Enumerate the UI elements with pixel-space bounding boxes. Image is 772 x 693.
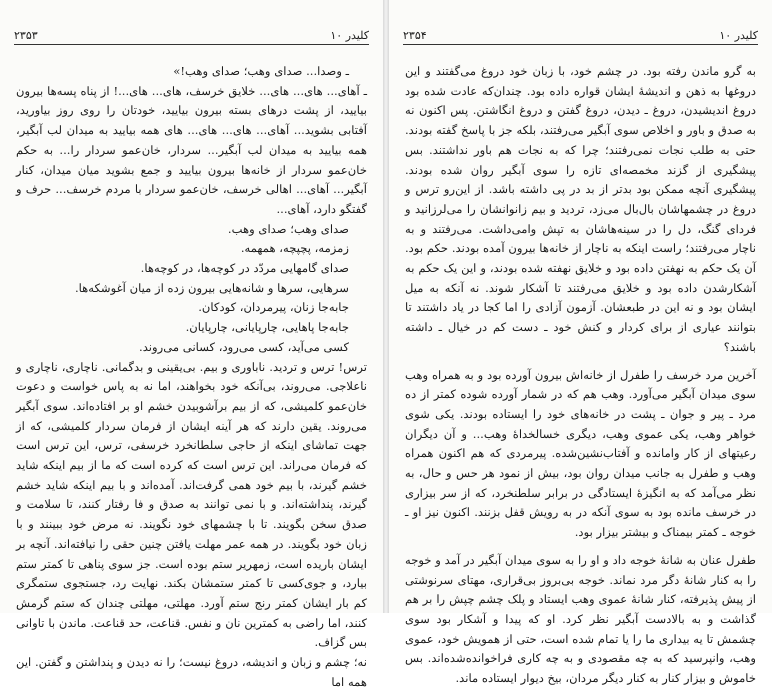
paragraph: ـ وصدا... صدای وهب؛ صدای وهب!» — [173, 64, 349, 78]
right-page-number: ۲۳۵۴ — [403, 29, 427, 42]
right-page-running-title: کلیدر ۱۰ — [719, 29, 758, 42]
paragraph: ترس! ترس و تردید. ناباوری و بیم. بی‌یقینی و بدگمانی. ناچاری، ناچاری و ناعلاجی. می‌روند، بی‌آنکه خود بخواهند، اما نه به پاس خواست و دعوت خان‌عمو کلمیشی، که از بیم برآشوبیدن خشم او بر افتاده‌اند. سوی آبگیر می‌روند. یقین دارند که هر آینه ایشان از فرمان سردار کلمیشی، که از جهت تماشای اینکه از حاجی سلطانخرد خرسفی، ترس، این ترس است که فرمان می‌راند. این ترس است که کرده است که ما از بیم اینکه شاید خشم گیرند، با بیم خود همی گرفت‌اند. آمده‌اند و با بیم اینکه شاید خشم گیرند، پنداشته‌اند. و با نمی توانند به صدق و فا رفتار کنند، تا سلامت و صدق سخن بگویند. تا با چشمهای خود نگویند. نه مرض خود ببینند و با زبان خود بگویند. در همه عمر مهلت یافتن چنین حقی را نیافته‌اند. آنچه بر ایشان باریده است، زمهریر ستم بوده است. جز سوی پناهی تا کمتر ستم بیارد، و جوی‌کسی تا کمتر ستمشان بکند. نهایت رد، جستجوی ستمگری کم بار ایشان کمتر رنج ستم آورد. مهلتی، مهلتی چندان که ستم گرمش کنند، اما راضی به کمترین نان و نفس. قناعت، حد قناعت. ماندن با تاوانی بس گزاف. — [16, 359, 367, 650]
paragraph: زمزمه، پچپچه، همهمه. — [240, 241, 349, 256]
paragraph: نه؛ چشم و زبان و اندیشه، دروغ نیست؛ را نه دیدن و پنداشتن و گفتن. این همه اما — [16, 655, 367, 689]
paragraph: ـ آهای... های... های... خلایق خرسف، های... های...! از پناه پسه‌ها بیرون بیایید، از پشت درهای بسته بیرون بیایید، خودتان را روی روز بیاورید، آفتابی بشوید... آهای... های... های... های همه بیایید به میدان لب آبگیر، همه بیایید به میدان لب آبگیر... سردار، خان‌عمو سردار را... به حکم خان‌عمو سردار از خانه‌ها بیرون بیایید و جمع بشوید میان میدان، کنار آبگیر... آهای... اهالی خرسف، خان‌عمو سردار با مردم خرسف... حرف و گفتگو دارد، آهای... — [16, 83, 367, 216]
paragraph: صدای وهب؛ صدای وهب. — [227, 221, 349, 236]
paragraph: طفرل عنان به شانهٔ خوجه داد و او را به سوی میدان آبگیر در آمد و خوجه را به کنار شانهٔ دگر مرد نماند. خوجه بی‌بروز بی‌قراری، مهتای سرنوشتی از پیش پذیرفته، کنار شانهٔ عموی وهب ایستاد و پلک چشم چپش را بر هم گذاشت و به بالادست آبگیر نظر کرد. او که پیدا و آشکار بود سوی چشمش تا یه بیداری ما را یا تمام شده است، حتی از همویش خود، عموی وهب، وانپرسید که به چه مقصودی و به چه کاری فراخوانده‌شده‌اند. بس خاموش و بیزار کنار به کنار دیگر مردان، بیخ دیوار ایستاده ماند. — [405, 552, 756, 686]
paragraph: جابه‌جا پاهایی، چارپایانی، چارپایان. — [185, 320, 349, 335]
paragraph: سرهایی، سرها و شانه‌هایی بیرون زده از میان آغوشکه‌ها. — [74, 280, 349, 295]
paragraph: صدای گامهایی مردّد در کوچه‌ها، در کوچه‌ها. — [140, 261, 349, 276]
left-page-body — [16, 62, 367, 693]
left-page-number: ۲۳۵۳ — [14, 29, 38, 42]
right-page-body — [405, 62, 756, 689]
left-page-running-title: کلیدر ۱۰ — [330, 29, 369, 42]
paragraph: کسی می‌آید، کسی می‌رود، کسانی می‌روند. — [139, 339, 349, 354]
right-page-header — [403, 26, 758, 45]
left-page-header — [14, 26, 369, 45]
paragraph: به گرو ماندن رفته بود. در چشم خود، با زبان خود دروغ می‌گفتند و این دروغها به ذهن و اندیشهٔ ایشان قواره داده بود. چندان‌که عادت شده بود دروغ اندیشیدن، دروغ ـ دیدن، دروغ گفتن و دروغ انگاشتن. پس اکنون نه به صدق و باور و اخلاص سوی آبگیر می‌رفتند، بلکه جز با پاسخ گفته بودند. حتی به طلب نجات نمی‌رفتند؛ چرا که به نجات هم باور نداشتند. بس پیشگیری از گزند مخمصه‌ای تازه را سوی آبگیر روان شده بودند. پیشگیری آنچه ممکن بود بدتر از بد در پی داشته باشد. از این‌رو ترس و دروغ در چشمهاشان بال‌بال می‌زد، تردید و بیم زانوانشان را می‌لرزانید و فردای گنگ، دل را در سینه‌هاشان به تپش وامی‌داشت. می‌رفتند و به ناچار می‌رفتند؛ راست اینکه به ناچار از خانه‌ها بیرون آمده بودند. حکم بود. آن یک حکم به نهفتن داده بود و خلایق نهفته شده بودند، و این یک حکم به آشکارشدن داده بود و خلایق می‌رفتند تا آشکار شوند. نه آنکه به میل ایشان بود و نه این در طبعشان. آزمون آزادی را اما کجا در یاد داشتند تا بتوانند عیاری از برای کردار و کنش خود ـ دست کم در خیال ـ داشته باشند؟ — [405, 64, 756, 354]
right-page — [389, 0, 772, 686]
left-page — [0, 0, 383, 689]
paragraph: آخرین مرد خرسف را طفرل از خانه‌اش بیرون آورده بود و به همراه وهب سوی میدان آبگیر می‌آورد. وهب هم که در شمار آورده شوده کمتر از ده مرد ـ پیر و جوان ـ پشت در خانه‌های خود را ایستاده بودند. یکی شوی خواهر وهب، یکی عموی وهب، دیگری خسالخداهٔ وهب... و آن دیگران رعیتهای از کار وامانده و آفتاب‌نشین‌شده. پیرمردی که هم اکنون همراه وهب و طفرل به جانب میدان روان بود، بیش از نمود هر حس و حال، به نظر می‌آمد که به انگیزهٔ ایستادگی در برابر سلطنخرد، که از سر بیزاری در خرسف مانده بود به سوی آنکه در به رویش قفل بزنند. اکنون نیز او ـ خوجه ـ کمتر بیمناک و بیشتر بیزار بود. — [405, 367, 756, 540]
paragraph: جابه‌جا زنان، پیرمردان، کودکان. — [198, 300, 349, 315]
